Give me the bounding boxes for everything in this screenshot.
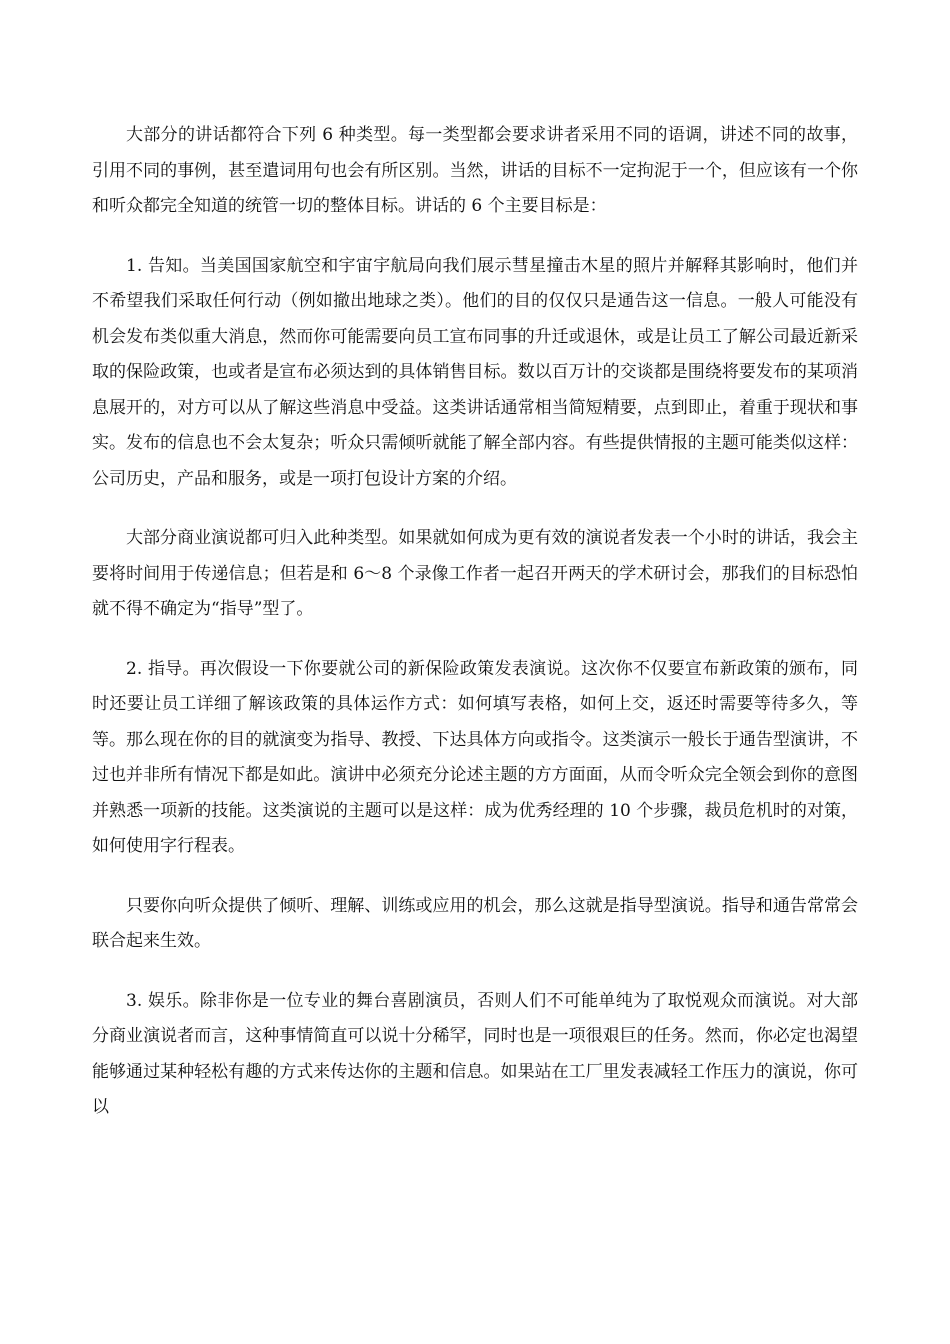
business-speech-paragraph: 大部分商业演说都可归入此种类型。如果就如何成为更有效的演说者发表一个小时的讲话，我会主要将时间用于传递信息；但若是和 6～8 个录像工作者一起召开两天的学术研讨会，那我们的目标恐怕就不得不确定为“指导”型了。 [92, 528, 858, 619]
instruct-summary-paragraph: 只要你向听众提供了倾听、理解、训练或应用的机会，那么这就是指导型演说。指导和通告常常会联合起来生效。 [92, 895, 858, 951]
entertain-paragraph: 3. 娱乐。除非你是一位专业的舞台喜剧演员，否则人们不可能单纯为了取悦观众而演说。对大部分商业演说者而言，这种事情简直可以说十分稀罕，同时也是一项很艰巨的任务。然而，你必定也渴望能够通过某种轻松有趣的方式来传达你的主题和信息。如果站在工厂里发表减轻工作压力的演说，你可以 [92, 990, 858, 1117]
inform-paragraph: 1. 告知。当美国国家航空和宇宙宇航局向我们展示彗星撞击木星的照片并解释其影响时，他们并不希望我们采取任何行动（例如撤出地球之类）。他们的目的仅仅只是通告这一信息。一般人可能没有机会发布类似重大消息，然而你可能需要向员工宣布同事的升迁或退休，或是让员工了解公司最近新采取的保险政策，也或者是宣布必须达到的具体销售目标。数以百万计的交谈都是围绕将要发布的某项消息展开的，对方可以从了解这些消息中受益。这类讲话通常相当简短精要，点到即止，着重于现状和事实。发布的信息也不会太复杂；听众只需倾听就能了解全部内容。有些提供情报的主题可能类似这样：公司历史，产品和服务，或是一项打包设计方案的介绍。 [92, 255, 858, 489]
intro-paragraph: 大部分的讲话都符合下列 6 种类型。每一类型都会要求讲者采用不同的语调，讲述不同的故事，引用不同的事例，甚至遣词用句也会有所区别。当然，讲话的目标不一定拘泥于一个，但应该有一个你和听众都完全知道的统管一切的整体目标。讲话的 6 个主要目标是： [92, 125, 858, 216]
instruct-paragraph: 2. 指导。再次假设一下你要就公司的新保险政策发表演说。这次你不仅要宣布新政策的颁布，同时还要让员工详细了解该政策的具体运作方式：如何填写表格，如何上交，返还时需要等待多久，等等。那么现在你的目的就演变为指导、教授、下达具体方向或指令。这类演示一般长于通告型演讲，不过也并非所有情况下都是如此。演讲中必须充分论述主题的方方面面，从而令听众完全领会到你的意图并熟悉一项新的技能。这类演说的主题可以是这样：成为优秀经理的 10 个步骤，裁员危机时的对策，如何使用字行程表。 [92, 658, 858, 856]
